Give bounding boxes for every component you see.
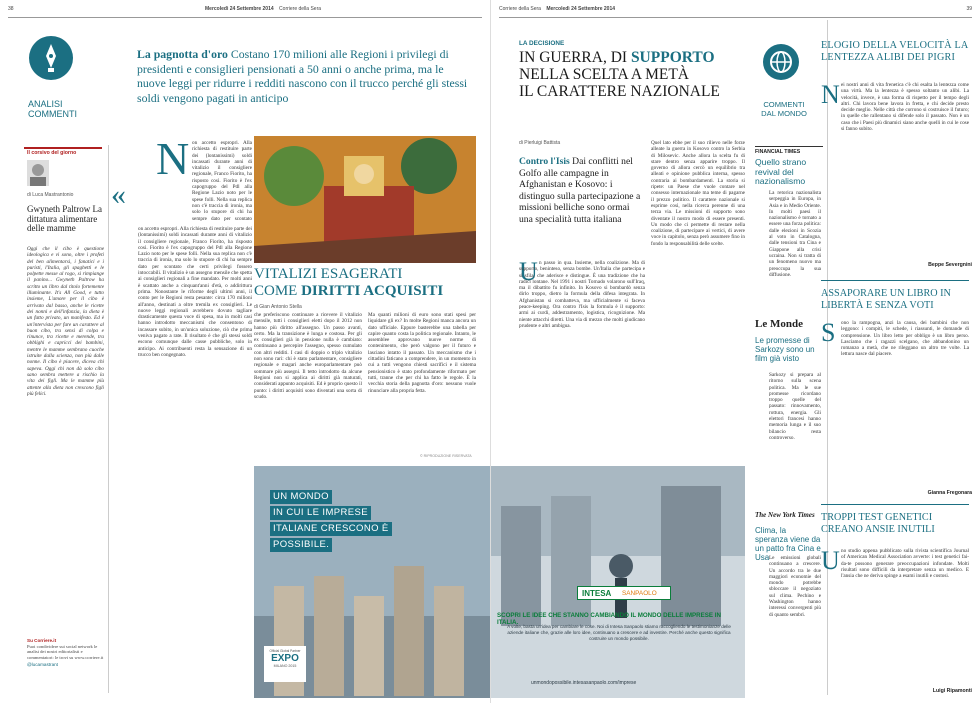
right-col1: n passo in qua. Insieme, nella coalizione. Ma di supporto, beninteso, senza bombe. Un'Italia che partecipa e si sfila, che aderisce e distingue. È una tradizione che ha radici lontane. Nel 1991 i nostri Tornado volarono sull'Iraq, ma il dibattito fu infinito. In Kosovo si bombardò senza dirlo troppo, dietro la formula della difesa integrata. In Afghanistan si combatteva, ma ufficialmente si faceva peace-keeping. Ora contro l'Isis la formula è il supporto: armi ai curdi, addestramento, logistica, ricognizione. Ma niente attacchi diretti. Una via di mezzo che molti giudicano prudente e altri ambigua. (519, 260, 645, 329)
quote-mark: « (111, 178, 126, 211)
sidebar-article-3-body: no studio appena pubblicato sulla rivista scientifica Journal of American Medical Association avverte: i test genetici fai-da-te possono generare preoccupazioni infondate. Molti risultati sono difficili da interpretare senza un medico. E l'ansia che ne deriva spinge a esami inutili e costosi. (841, 548, 969, 580)
header-rule-right (499, 17, 972, 18)
sidebar-article-2-title: ASSAPORARE UN LIBRO IN LIBERTÀ E SENZA VOTI (821, 288, 951, 311)
sub-col1: che preferiscono continuare a ricevere il vitalizio mensile, tutti i consiglieri eletti dopo il 2012 non hanno più diritto all'assegno. Un passo avanti, certo. Ma la transizione è lunga e costosa. Per gli ex consiglieri già in pensione nulla è cambiato: continuano a percepire l'assegno, spesso cumulato con altri redditi. I casi di doppio o triplo vitalizio non sono rari: chi è stato parlamentare, consigliere regionale e magari anche europarlamentare può sommare più assegni. Il tetto introdotto da alcune Regioni non si applica ai diritti già maturati, considerati appunto acquisiti. Ed è proprio questo il punto: i diritti acquisiti sono diventati una sorta di scudo. (254, 312, 362, 400)
sidebar-article-1-dropcap: N (821, 80, 840, 109)
advert-left-copy: UN MONDO IN CUI LE IMPRESE ITALIANE CRESCONO È POSSIBILE. (270, 490, 392, 552)
sidebar-title: Gwyneth Paltrow La dittatura alimentare delle mamme (27, 204, 102, 233)
ft-title: Quello strano revival del nazionalismo (755, 157, 807, 187)
page-number: 38 (8, 6, 14, 12)
sub-byline: di Gian Antonio Stella (254, 304, 302, 310)
ft-header: FINANCIAL TIMES (755, 146, 823, 155)
lemonde-body: Sarkozy si prepara al ritorno sulla scena politica. Ma le sue promesse ricordano troppo quelle del passato: rinnovamento, rottura, energia. Gli elettori francesi hanno memoria lunga e il suo bilancio resta controverso. (769, 372, 821, 441)
sidebar-rubric: Il corsivo del giorno (27, 150, 77, 156)
sidebar-rule-3 (821, 504, 969, 505)
column-divider (108, 145, 109, 693)
nyt-body: Le emissioni globali continuano a crescere. Un accordo tra le due maggiori economie del mondo potrebbe sbloccare il negoziato sul clima. Pechino e Washington hanno interessi convergenti più di quanto sembri. (769, 555, 821, 618)
globe-icon (763, 44, 799, 80)
date-header-right: Corriere della Sera Mercoledì 24 Settembre 2014 (499, 6, 616, 12)
sidebar-rule (24, 147, 102, 149)
sidebar-rule-2 (821, 280, 969, 281)
sidebar-article-1-title: ELOGIO DELLA VELOCITÀ LA LENTEZZA ALIBI DEI PIGRI (821, 40, 968, 63)
nyt-title: Clima, la speranza viene da un patto fra Cina e Usa (755, 526, 821, 562)
pen-icon (29, 36, 73, 80)
sub-col2: Ma quanti milioni di euro sono stati spesi per liquidare gli ex? In molte Regioni manca ancora un dato ufficiale. Eppure basterebbe una tabella per capire quanto costa la politica regionale. Intanto, le assemblee approvano nuove norme di contenimento, che però valgono per il futuro e lasciano intatto il passato. Un meccanismo che i cittadini faticano a comprendere, in un momento in cui a tutti vengono chiesti sacrifici e il sistema pensionistico è stato profondamente riformato per tutti, tranne che per chi ha fatto le regole. È la vecchia storia della pagnotta d'oro: nessuno vuole rinunciare alla propria fetta. (368, 312, 476, 394)
lemonde-header: Le Monde (755, 318, 803, 330)
sidebar-footer: Su Corriere.it Puoi condividere sui social network le analisi dei nostri editorialisti e commentatori: le trovi su www.corriere.it @lucamastrant (27, 638, 104, 668)
article-dropcap: N (156, 133, 190, 184)
lemonde-title: Le promesse di Sarkozy sono un film già visto (755, 336, 815, 363)
mondo-label: COMMENTI DAL MONDO (761, 100, 807, 118)
sidebar-article-1-author: Beppe Severgnini (928, 262, 972, 268)
sidebar-article-2-author: Gianna Fregonara (927, 490, 972, 496)
mondo-logo (763, 44, 799, 80)
header-rule (8, 17, 482, 18)
ft-body: La retorica nazionalista serpeggia in Europa, in Asia e in Medio Oriente. In molti paesi il nazionalismo è tornato a essere una forza politica: dalle elezioni in Scozia al voto in Catalogna, dalle tensioni tra Cina e Giappone alla crisi ucraina. Non si tratta di un fenomeno nuovo ma preoccupa la sua diffusione. (769, 190, 821, 278)
sidebar-body: Oggi che il cibo è questione ideologica e vi sono, oltre i profeti del ben alimentarsi, i fanatici e i puristi, l'Italia, gli spaghetti e le polpette messe al rogo, si rimpiange il panino... Gwyneth Paltrow ha scritto un libro dal titolo fortemente illuminante. It's All Good, e tutto insieme, L'amore per il cibo è arrivato dal basso, anche le ricette dei nonni e dell'infanzia, la dieta è un fatto privato, un manifesto. Ed è un'intervista per fare un carattere al buon cibo, tra sensi di colpa e rinunce, tra ricette e merende, tra obblighi e capricci dei bambini, mentre le mamme sembrano cuoche istruite dalla scienza, non più dalle nonne. Il cibo è piacere, diceva chi sapeva. Oggi chi non dà solo cibo sano sembra mettere a rischio la vita dei figli. Ma le mamme più attente alla dieta non crescono figli più felici. (27, 246, 104, 397)
intesa-body: A volte, basta un'idea per cambiare le cose. Noi di Intesa Sanpaolo stiamo raccogliendo le testimonianze delle aziende italiane che, grazie alle loro idee, continuano a crescere e ad investire. Perché anche questo significa costruire un mondo possibile. (507, 624, 731, 641)
sidebar-author: di Luca Mastrantonio (27, 192, 74, 198)
section-label: ANALISI COMMENTI (28, 99, 77, 119)
right-page (490, 0, 980, 703)
sub-credit: © RIPRODUZIONE RISERVATA (420, 454, 472, 458)
article-col1: on accetto espropri. Alla richiesta di restituire parte dei (lontanissimi) soldi incassati durante anni di vitalizio il consigliere regionale, Franco Fiorito, ha risposto così. Fiorito è l'ex capogruppo del Pdl alla Regione Lazio noto per le spese folli. Nella sua replica non c'è traccia di ironia, ma solo lo stupore di chi ha sempre dato per scontato che certi privilegi fossero intoccabili. Il vitalizio è un assegno mensile che spetta ai consiglieri regionali a fine mandato. Per molti anni è scattato anche a cinquant'anni d'età, o addirittura prima. Nonostante le riforme degli ultimi anni, il conto per le Regioni resta pesante: circa 170 milioni all'anno, destinati a oltre tremila ex consiglieri. Le nuove leggi regionali avrebbero dovuto tagliare drasticamente questa voce di spesa, ma in molti casi hanno introdotto meccanismi che consentono di incassare subito, in un'unica soluzione, ciò che prima veniva pagato a rate. Il risultato è che gli stessi soldi escono comunque dalle casse pubbliche, solo in anticipo. Ai contribuenti resta la sensazione di un trucco ben congegnato. (138, 226, 252, 358)
right-dropcap: U (519, 257, 538, 286)
expo-badge: Official Global Partner EXPO MILANO 2015 (264, 646, 306, 682)
sidebar-article-3-dropcap: U (821, 546, 840, 575)
standfirst: Contro l'Isis Dai conflitti nel Golfo alle campagne in Afghanistan e Kosovo: i distinguo sulla partecipazione a missioni belliche sono ormai una specialità tutta italiana (519, 156, 641, 225)
sub-headline: VITALIZI ESAGERATI COME DIRITTI ACQUISITI (254, 266, 444, 299)
author-avatar (27, 160, 49, 186)
date-header: Mercoledì 24 Settembre 2014 Corriere della Sera (205, 6, 322, 12)
section-logo (29, 36, 73, 80)
article-lead: on accetto espropri. Alla richiesta di restituire parte dei (lontanissimi) soldi incassati durante anni di vitalizio il consigliere regionale, Franco Fiorito, ha risposto così. Fiorito è l'ex capogruppo del Pdl alla Regione Lazio noto per le spese folli. Nella sua replica non c'è traccia di ironia, ma solo lo stupore di chi ha sempre dato per scontato (192, 140, 252, 222)
kicker: LA DECISIONE (519, 40, 565, 47)
intesa-url[interactable]: unmondopossibile.intesasanpaolo.com/imprese (531, 680, 637, 686)
sidebar-article-3-author: Luigi Ripamonti (932, 688, 972, 694)
main-headline: La pagnotta d'oro Costano 170 milioni alle Regioni i privilegi di presidenti e consiglieri pensionati a 50 anni o anche prima, ma le nuove leggi per ridurre i redditi nascono con il trucco perché gli stessi soldi vengono pagati in anticipo (137, 47, 468, 105)
sidebar-article-1-body: ei nostri anni di vita frenetica c'è chi esalta la lentezza come una virtù. Ma la lentezza è spesso soltanto un alibi. La velocità, invece, è una forma di rispetto per il tempo degli altri. Chi lavora bene lavora in fretta, e chi decide presto decide meglio. Nelle città che corrono si costruisce il futuro; in quelle che rallentano si difende solo il passato. Non è un caso che i Paesi più dinamici siano anche quelli in cui le cose si fanno subito. (841, 82, 969, 133)
advert-right[interactable] (491, 466, 745, 698)
right-headline: IN GUERRA, DI SUPPORTO NELLA SCELTA A METÀ IL CARATTERE NAZIONALE (519, 49, 720, 100)
intesa-logo: INTESA SANPAOLO (577, 586, 671, 600)
sidebar-article-2-body: ono la rampogna, anzi la causa, dei bambini che non leggono: i compiti, le schede, i riassunti, le domande di comprensione. Un libro letto per obbligo è un libro perso. Lasciamo che i ragazzi scelgano, che abbandonino un romanzo a metà, che ne rileggano un altro tre volte. La lettura nasce dal piacere. (841, 320, 969, 358)
column-divider-right (827, 20, 828, 695)
sidebar-article-3-title: TROPPI TEST GENETICI CREANO ANSIE INUTILI (821, 512, 935, 535)
intesa-headline: SCOPRI LE IDEE CHE STANNO CAMBIANDO IL MONDO DELLE IMPRESE IN ITALIA. (497, 612, 721, 626)
advert-left[interactable] (254, 466, 490, 698)
sidebar-article-2-dropcap: S (821, 318, 836, 347)
right-byline: di Pierluigi Battista (519, 140, 561, 146)
page-number-right: 39 (966, 6, 972, 12)
right-col2: Quel lato ebbe per il suo rilievo nelle forze alleate la guerra in Kosovo contro la Serbia di Milosevic. Anche allora la scelta fu di stare dentro senza apparire troppo. Il governo di allora cercò un equilibrio tra alleati e opinione pubblica interna, spesso contraria ai bombardamenti. La storia si ripete: un Paese che vuole contare nel consesso internazionale ma teme di pagarne il prezzo politico. Il carattere nazionale si esprime così, nella ricerca perenne di una terza via. Le missioni di supporto sono diventate il nostro modo di essere presenti. Un modo che ci permette di restare nella coalizione, di partecipare ai vertici, di avere voce in capitolo, senza però assumere fino in fondo la responsabilità delle scelte. (651, 140, 745, 247)
nyt-header: The New York Times (755, 511, 815, 519)
article-illustration (254, 136, 476, 263)
